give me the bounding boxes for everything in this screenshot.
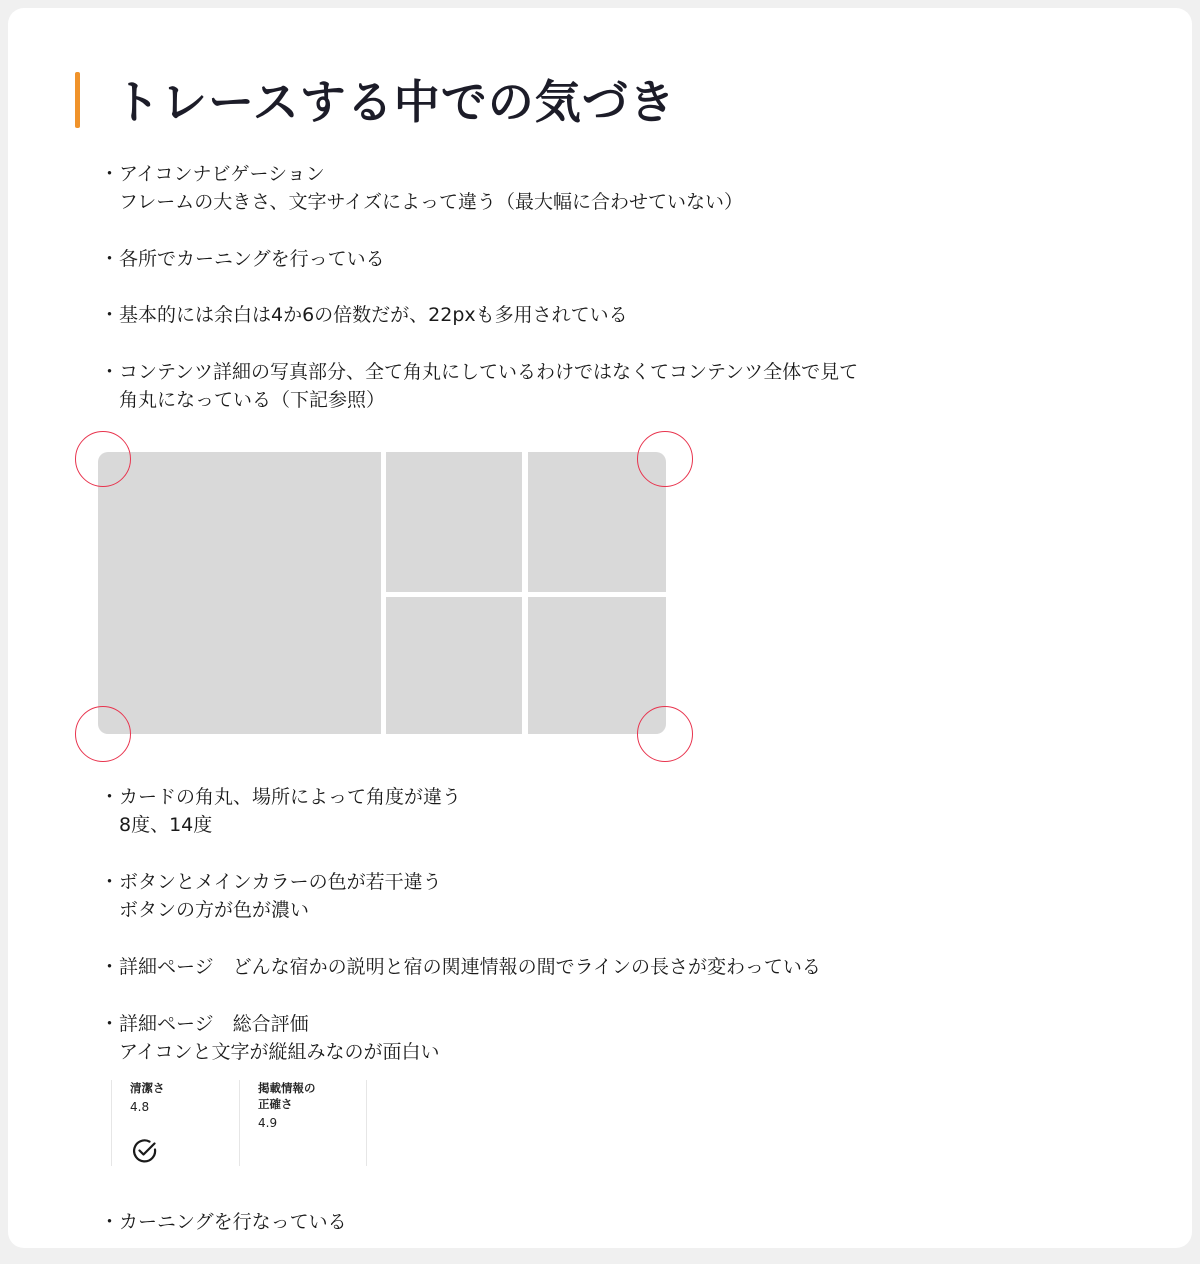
corner-highlight-circle — [75, 431, 131, 487]
photo-top-middle — [386, 452, 522, 592]
corner-highlight-circle — [637, 431, 693, 487]
list-item: ・コンテンツ詳細の写真部分、全て角丸にしているわけではなくてコンテンツ全体で見て 角丸になっている（下記参照） — [100, 361, 859, 411]
list-item: ・アイコンナビゲーション フレームの大きさ、文字サイズによって違う（最大幅に合わせていない） — [100, 163, 743, 213]
rating-divider — [366, 1080, 367, 1166]
list-item: ・カードの角丸、場所によって角度が違う 8度、14度 — [100, 786, 462, 836]
list-item: ・基本的には余白は4か6の倍数だが、22pxも多用されている — [100, 304, 628, 326]
photo-main — [98, 452, 381, 734]
rating-item-accuracy: 掲載情報の 正確さ 4.9 — [239, 1080, 367, 1166]
title-accent-bar — [75, 72, 80, 128]
list-item: ・詳細ページ どんな宿かの説明と宿の関連情報の間でラインの長さが変わっている — [100, 956, 821, 978]
list-item: ・ボタンとメインカラーの色が若干違う ボタンの方が色が濃い — [100, 871, 442, 921]
page-title: トレースする中での気づき — [114, 75, 676, 129]
list-item: ・詳細ページ 総合評価 アイコンと文字が縦組みなのが面白い — [100, 1013, 440, 1063]
check-circle-icon — [131, 1137, 159, 1165]
list-item: ・各所でカーニングを行っている — [100, 248, 385, 270]
corner-highlight-circle — [75, 706, 131, 762]
corner-highlight-circle — [637, 706, 693, 762]
list-item: ・カーニングを行なっている — [100, 1211, 347, 1233]
rating-item-cleanliness: 清潔さ 4.8 — [111, 1080, 239, 1166]
photo-bottom-middle — [386, 597, 522, 734]
photo-grid — [98, 452, 666, 734]
